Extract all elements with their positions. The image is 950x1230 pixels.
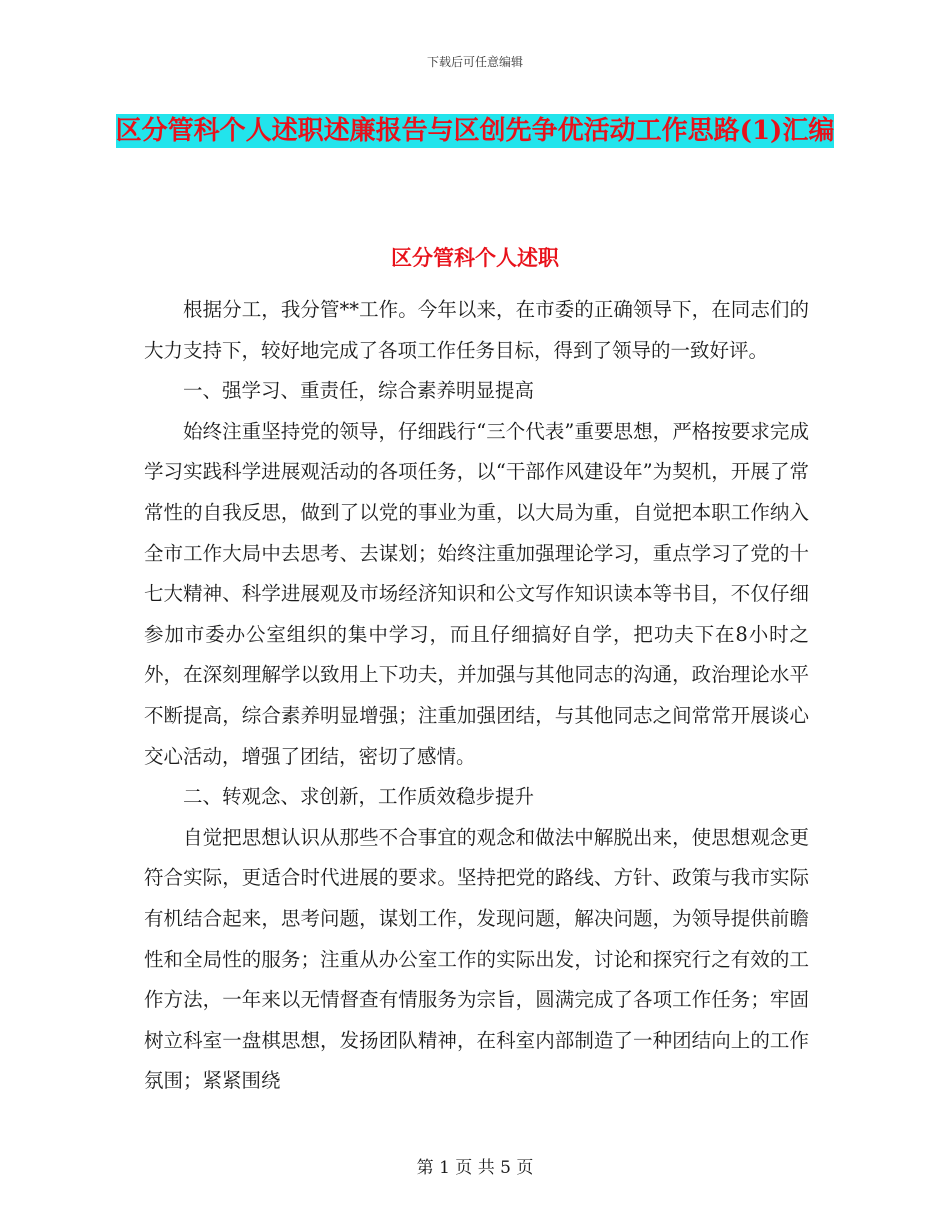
heading-one: 一、强学习、重责任，综合素养明显提高 <box>183 379 535 403</box>
paragraph-innovation: 自觉把思想认识从那些不合事宜的观念和做法中解脱出来，使思想观念更符合实际，更适合时代进展的要求。坚持把党的路线、方针、政策与我市实际有机结合起来，思考问题，谋划工作，发现问题，解决问题，为领导提供前瞻性和全局性的服务；注重从办公室工作的实际出发，讨论和探究行之有效的工作方法，一年来以无情督查有情服务为宗旨，圆满完成了各项工作任务；牢固树立科室一盘棋思想，发扬团队精神，在科室内部制造了一种团结向上的工作氛围；紧紧围绕 <box>144 825 809 1093</box>
header-note: 下载后可任意编辑 <box>426 55 523 69</box>
paragraph-study: 始终注重坚持党的领导，仔细践行“三个代表”重要思想，严格按要求完成学习实践科学进展观活动的各项任务，以“干部作风建设年”为契机，开展了常常性的自我反思，做到了以党的事业为重，以大局为重，自觉把本职工作纳入全市工作大局中去思考、去谋划；始终注重加强理论学习，重点学习了党的十七大精神、科学进展观及市场经济知识和公文写作知识读本等书目，不仅仔细参加市委办公室组织的集中学习，而且仔细搞好自学，把功夫下在8小时之外，在深刻理解学以致用上下功夫，并加强与其他同志的沟通，政治理论水平不断提高，综合素养明显增强；注重加强团结，与其他同志之间常常开展谈心交心活动，增强了团结，密切了感情。 <box>144 419 809 768</box>
document-title <box>100 108 850 154</box>
paragraph-intro: 根据分工，我分管**工作。今年以来，在市委的正确领导下，在同志们的大力支持下，较好地完成了各项工作任务目标，得到了领导的一致好评。 <box>144 298 809 362</box>
section-title: 区分管科个人述职 <box>391 245 559 270</box>
page-footer: 第 1 页 共 5 页 <box>416 1158 534 1178</box>
heading-two: 二、转观念、求创新，工作质效稳步提升 <box>183 785 535 809</box>
document-title-text: 区分管科个人述职述廉报告与区创先争优活动工作思路(1)汇编 <box>115 116 835 146</box>
document-body <box>144 290 809 1102</box>
